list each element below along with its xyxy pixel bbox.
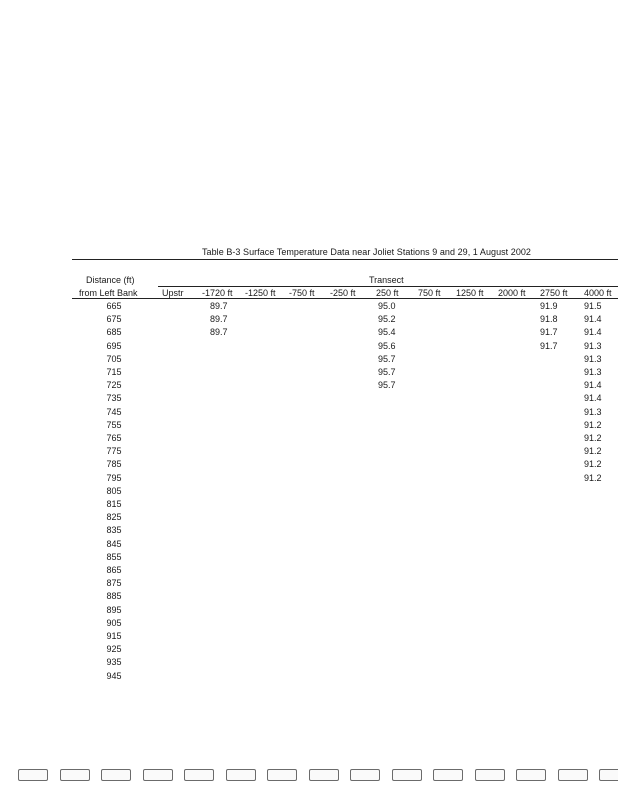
- column-header: 4000 ft: [584, 288, 612, 298]
- distance-cell: 935: [106, 657, 122, 668]
- temperature-cell: 91.4: [584, 393, 602, 404]
- distance-cell: 885: [106, 591, 122, 602]
- binder-hole: [392, 769, 422, 781]
- binder-hole: [267, 769, 297, 781]
- transect-group-header: Transect: [369, 275, 404, 285]
- column-header: Upstr: [162, 288, 184, 298]
- header-bottom-rule: [72, 298, 618, 299]
- column-header: -250 ft: [330, 288, 356, 298]
- distance-cell: 895: [106, 604, 122, 615]
- distance-cell: 755: [106, 419, 122, 430]
- distance-cell: 925: [106, 644, 122, 655]
- temperature-cell: 91.3: [584, 367, 602, 377]
- column-header: -1250 ft: [245, 288, 276, 298]
- temperature-cell: 91.5: [584, 301, 602, 311]
- binder-hole: [309, 769, 339, 781]
- temperature-cell: 95.7: [378, 367, 396, 377]
- temperature-cell: 89.7: [210, 327, 228, 338]
- binder-hole: [226, 769, 256, 781]
- distance-cell: 695: [106, 340, 122, 351]
- binder-hole: [475, 769, 505, 781]
- binder-hole: [101, 769, 131, 781]
- distance-cell: 665: [106, 301, 122, 311]
- binder-hole: [599, 769, 618, 781]
- column-header: 2750 ft: [540, 288, 568, 298]
- binder-hole: [516, 769, 546, 781]
- binder-hole: [184, 769, 214, 781]
- distance-cell: 705: [106, 353, 122, 364]
- row-header-line1: Distance (ft): [86, 275, 135, 285]
- distance-cell: 845: [106, 538, 122, 549]
- binder-hole: [143, 769, 173, 781]
- distance-cell: 865: [106, 565, 122, 575]
- distance-cell: 815: [106, 499, 122, 509]
- column-header: 2000 ft: [498, 288, 526, 298]
- temperature-cell: 91.3: [584, 340, 602, 351]
- column-header: 1250 ft: [456, 288, 484, 298]
- temperature-cell: 91.9: [540, 301, 558, 311]
- temperature-cell: 91.7: [540, 327, 558, 338]
- temperature-cell: 95.6: [378, 340, 396, 351]
- temperature-cell: 91.2: [584, 419, 602, 430]
- table-top-rule: [72, 259, 618, 260]
- column-header: -750 ft: [289, 288, 315, 298]
- distance-cell: 775: [106, 446, 122, 457]
- binder-hole: [350, 769, 380, 781]
- column-header: -1720 ft: [202, 288, 233, 298]
- temperature-cell: 91.2: [584, 446, 602, 457]
- temperature-cell: 91.4: [584, 314, 602, 325]
- temperature-cell: 95.7: [378, 353, 396, 364]
- distance-cell: 805: [106, 485, 122, 496]
- temperature-cell: 95.7: [378, 380, 396, 391]
- distance-cell: 765: [106, 433, 122, 443]
- distance-cell: 675: [106, 314, 122, 325]
- temperature-cell: 91.3: [584, 406, 602, 417]
- distance-cell: 795: [106, 472, 122, 483]
- temperature-cell: 91.7: [540, 340, 558, 351]
- temperature-cell: 91.2: [584, 459, 602, 470]
- distance-cell: 835: [106, 525, 122, 536]
- temperature-cell: 95.0: [378, 301, 396, 311]
- transect-underline: [158, 286, 618, 287]
- temperature-cell: 89.7: [210, 314, 228, 325]
- distance-cell: 945: [106, 670, 122, 681]
- column-header: 250 ft: [376, 288, 399, 298]
- distance-cell: 855: [106, 551, 122, 562]
- distance-cell: 875: [106, 578, 122, 589]
- column-header: 750 ft: [418, 288, 441, 298]
- temperature-cell: 91.3: [584, 353, 602, 364]
- distance-cell: 825: [106, 512, 122, 523]
- distance-cell: 905: [106, 617, 122, 628]
- binder-hole: [60, 769, 90, 781]
- binder-hole: [433, 769, 463, 781]
- temperature-cell: 95.2: [378, 314, 396, 325]
- distance-cell: 745: [106, 406, 122, 417]
- temperature-cell: 91.2: [584, 433, 602, 443]
- binder-hole: [18, 769, 48, 781]
- distance-cell: 735: [106, 393, 122, 404]
- temperature-cell: 91.4: [584, 380, 602, 391]
- distance-cell: 725: [106, 380, 122, 391]
- distance-cell: 785: [106, 459, 122, 470]
- row-header-line2: from Left Bank: [79, 288, 138, 298]
- distance-cell: 715: [106, 367, 122, 377]
- distance-cell: 915: [106, 631, 122, 641]
- binder-hole: [558, 769, 588, 781]
- temperature-cell: 91.8: [540, 314, 558, 325]
- temperature-cell: 89.7: [210, 301, 228, 311]
- temperature-cell: 91.2: [584, 472, 602, 483]
- table-title: Table B-3 Surface Temperature Data near Joliet Stations 9 and 29, 1 August 2002: [202, 247, 531, 257]
- distance-cell: 685: [106, 327, 122, 338]
- temperature-cell: 91.4: [584, 327, 602, 338]
- temperature-cell: 95.4: [378, 327, 396, 338]
